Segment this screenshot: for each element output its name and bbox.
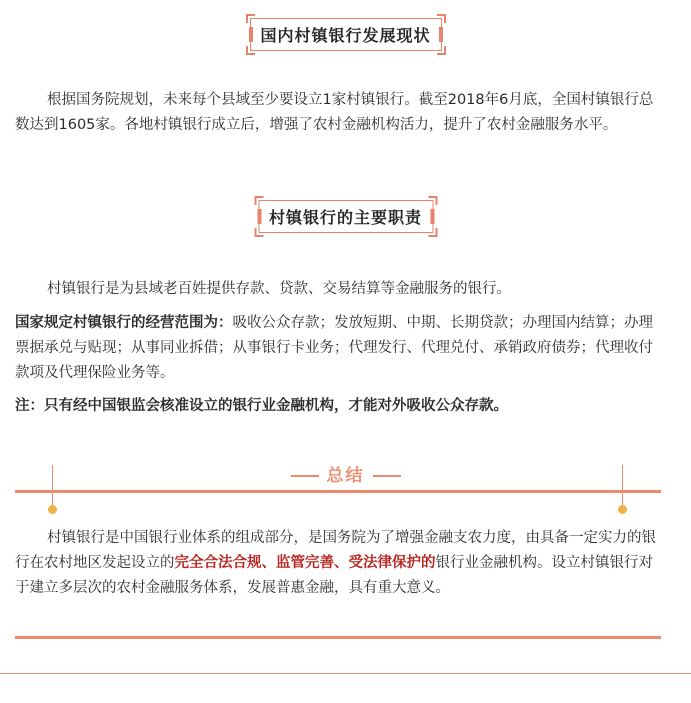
summary-bottom-rule: [15, 636, 661, 639]
section-heading-text: 国内村镇银行发展现状: [260, 26, 431, 45]
corner-decoration: [254, 228, 263, 237]
section-heading-text: 村镇银行的主要职责: [268, 208, 423, 227]
summary-title: [0, 461, 691, 486]
page-bottom-rule: [0, 673, 691, 674]
development-status-paragraph: 根据国务院规划，未来每个县域至少要设立1家村镇银行。截至2018年6月底，全国村镇银行总数达到1605家。各地村镇银行成立后，增强了农村金融机构活力，提升了农村金融服务水平。: [15, 92, 654, 133]
pin-dot-right: [618, 505, 627, 514]
summary-text-after: 银行业金融机构。设立村镇银行对于建立多层次的农村金融服务体系，发展普惠金融，具有重大意义。: [15, 555, 653, 596]
pin-dot-left: [48, 505, 57, 514]
business-scope-text: 吸收公众存款；发放短期、中期、长期贷款；办理国内结算；办理票据承兑与贴现；从事同业拆借；从事银行卡业务；代理发行、代理兑付、承销政府债券；代理收付款项及代理保险业务等。: [15, 315, 653, 381]
business-scope-label: 国家规定村镇银行的经营范围为：: [15, 315, 233, 331]
heading-bar-left: [248, 27, 252, 42]
heading-bar-right: [439, 27, 443, 42]
section-heading-main-duties: [258, 200, 433, 233]
business-scope-paragraph: [15, 311, 663, 386]
corner-decoration: [245, 14, 254, 23]
duties-intro-paragraph: 村镇银行是为县域老百姓提供存款、贷款、交易结算等金融服务的银行。: [47, 281, 511, 297]
heading-bar-right: [430, 209, 434, 224]
summary-title-text: 总结: [326, 466, 365, 486]
title-dash-right: [373, 475, 401, 477]
summary-top-rule: [15, 490, 661, 493]
section-heading-development-status: [249, 18, 441, 51]
corner-decoration: [428, 228, 437, 237]
corner-decoration: [254, 196, 263, 205]
summary-highlight: 完全合法合规、监管完善、受法律保护的: [174, 555, 436, 571]
corner-decoration: [437, 14, 446, 23]
corner-decoration: [437, 46, 446, 55]
corner-decoration: [245, 46, 254, 55]
title-dash-left: [291, 475, 319, 477]
corner-decoration: [428, 196, 437, 205]
summary-text-before: 村镇银行是中国银行业体系的组成部分，是国务院为了增强金融支农力度，由具备一定实力的银行在农村地区发起设立的: [15, 530, 656, 571]
note-paragraph: 注：只有经中国银监会核准设立的银行业金融机构，才能对外吸收公众存款。: [15, 398, 508, 414]
heading-bar-left: [257, 209, 261, 224]
summary-paragraph: [15, 526, 663, 601]
